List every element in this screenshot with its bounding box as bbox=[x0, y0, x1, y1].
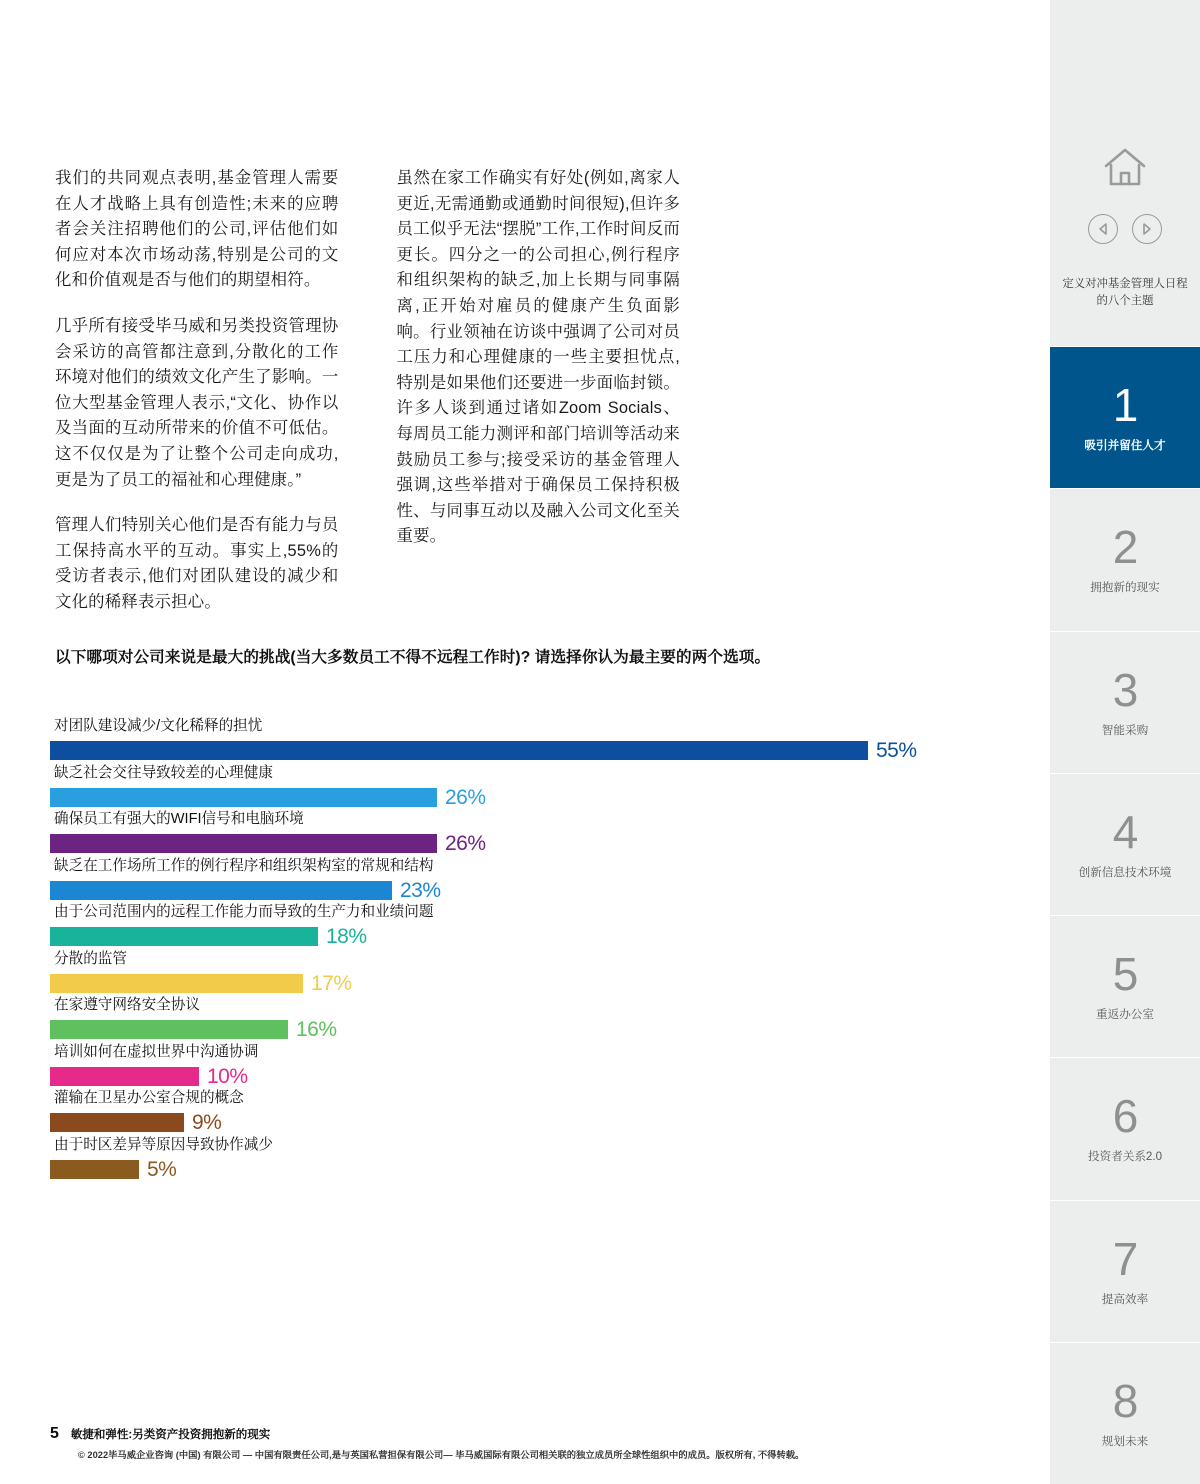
bar-category-label: 确保员工有强大的WIFI信号和电脑环境 bbox=[54, 811, 304, 827]
bar-value: 9% bbox=[192, 1111, 222, 1134]
paragraph: 几乎所有接受毕马威和另类投资管理协会采访的高管都注意到,分散化的工作环境对他们的绩效文化产生了影响。一位大型基金管理人表示,“文化、协作以及当面的互动所带来的价值不可低估。这不仅仅是为了让整个公司走向成功,更是为了员工的福祉和心理健康。” bbox=[55, 316, 339, 489]
page-footer bbox=[50, 1425, 1010, 1462]
sidebar-item-theme-4[interactable] bbox=[1050, 773, 1200, 915]
footer-legal-text: © 2022毕马威企业咨询 (中国) 有限公司 — 中国有限责任公司,是与英国私营担保有限公司— 毕马威国际有限公司相关联的独立成员所全球性组织中的成员。版权所有, 不得转载。 bbox=[78, 1449, 805, 1460]
sidebar-item-number: 3 bbox=[1112, 663, 1138, 716]
chart-bar-row bbox=[50, 718, 950, 761]
home-icon[interactable] bbox=[1102, 146, 1148, 188]
bar-category-label: 缺乏社会交往导致较差的心理健康 bbox=[54, 764, 273, 781]
sidebar-item-label: 规划未来 bbox=[1101, 1434, 1149, 1448]
sidebar-item-theme-6[interactable] bbox=[1050, 1057, 1200, 1199]
bar bbox=[50, 1067, 199, 1086]
bar-chart bbox=[50, 718, 950, 1183]
sidebar-item-number: 1 bbox=[1112, 379, 1138, 432]
bar-category-label: 分散的监管 bbox=[54, 950, 127, 967]
bar-category-label: 由于公司范围内的远程工作能力而导致的生产力和业绩问题 bbox=[54, 904, 434, 920]
bar-category-label: 培训如何在虚拟世界中沟通协调 bbox=[54, 1043, 259, 1060]
sidebar-item-number: 6 bbox=[1112, 1090, 1138, 1143]
sidebar-item-label: 拥抱新的现实 bbox=[1090, 581, 1160, 595]
bar bbox=[50, 741, 868, 760]
sidebar-item-theme-5[interactable] bbox=[1050, 915, 1200, 1057]
article-columns bbox=[55, 166, 680, 616]
sidebar-item-number: 8 bbox=[1112, 1374, 1138, 1427]
bar-value: 16% bbox=[296, 1018, 337, 1041]
sidebar-item-label: 提高效率 bbox=[1101, 1292, 1149, 1306]
chart-bar-row bbox=[50, 1044, 950, 1087]
sidebar-nav bbox=[1050, 148, 1200, 346]
paragraph: 管理人们特别关心他们是否有能力与员工保持高水平的互动。事实上,55%的受访者表示,他们对团队建设的减少和文化的稀释表示担心。 bbox=[55, 516, 339, 611]
article-column-right bbox=[397, 166, 681, 616]
sidebar-item-theme-8[interactable] bbox=[1050, 1342, 1200, 1484]
bar-category-label: 缺乏在工作场所工作的例行程序和组织架构室的常规和结构 bbox=[54, 857, 434, 874]
bar-value: 17% bbox=[311, 971, 352, 995]
sidebar-item-theme-2[interactable] bbox=[1050, 488, 1200, 630]
bar-value: 26% bbox=[445, 785, 486, 809]
sidebar-item-label: 创新信息技术环境 bbox=[1078, 865, 1172, 879]
bar bbox=[50, 1113, 184, 1132]
bar-value: 23% bbox=[400, 878, 441, 902]
bar-category-label: 灌输在卫星办公室合规的概念 bbox=[54, 1090, 244, 1106]
chart-title: 以下哪项对公司来说是最大的挑战(当大多数员工不得不远程工作时)? 请选择你认为最主要的两个选项。 bbox=[55, 649, 771, 666]
sidebar-item-label: 智能采购 bbox=[1101, 723, 1149, 737]
bar-value: 10% bbox=[207, 1064, 248, 1088]
sidebar-item-theme-3[interactable] bbox=[1050, 631, 1200, 773]
bar bbox=[50, 1160, 139, 1179]
sidebar-item-theme-1[interactable] bbox=[1050, 346, 1200, 488]
chart-bar-row bbox=[50, 858, 950, 901]
sidebar-item-label: 吸引并留住人才 bbox=[1084, 439, 1166, 453]
page-number: 5 bbox=[50, 1424, 59, 1442]
sidebar-top-spacer bbox=[1050, 0, 1200, 148]
sidebar-item-number: 4 bbox=[1112, 805, 1138, 858]
bar-category-label: 在家遵守网络安全协议 bbox=[54, 997, 200, 1013]
sidebar-item-label: 投资者关系2.0 bbox=[1087, 1150, 1163, 1164]
sidebar-caption: 定义对冲基金管理人日程的八个主题 bbox=[1062, 278, 1188, 307]
prev-page-button[interactable] bbox=[1088, 214, 1118, 244]
bar bbox=[50, 974, 303, 993]
chart-bar-row bbox=[50, 1137, 950, 1180]
next-page-button[interactable] bbox=[1132, 214, 1162, 244]
bar bbox=[50, 881, 392, 900]
bar-category-label: 对团队建设减少/文化稀释的担忧 bbox=[54, 718, 263, 734]
sidebar-item-number: 5 bbox=[1112, 948, 1138, 1001]
chart-bar-row bbox=[50, 904, 950, 947]
sidebar-item-number: 2 bbox=[1112, 521, 1138, 574]
footer-title: 敏捷和弹性:另类资产投资拥抱新的现实 bbox=[70, 1428, 271, 1441]
sidebar-item-number: 7 bbox=[1112, 1232, 1138, 1285]
bar-value: 26% bbox=[445, 832, 486, 855]
sidebar-item-theme-7[interactable] bbox=[1050, 1200, 1200, 1342]
bar bbox=[50, 927, 318, 946]
chart-bar-row bbox=[50, 811, 950, 854]
sidebar-pager bbox=[1088, 214, 1162, 244]
paragraph: 我们的共同观点表明,基金管理人需要在人才战略上具有创造性;未来的应聘者会关注招聘他们的公司,评估他们如何应对本次市场动荡,特别是公司的文化和价值观是否与他们的期望相符。 bbox=[55, 169, 339, 290]
paragraph: 虽然在家工作确实有好处(例如,离家人更近,无需通勤或通勤时间很短),但许多员工似乎无法“摆脱”工作,工作时间反而更长。四分之一的公司担心,例行程序和组织架构的缺乏,加上长期与同事隔离,正开始对雇员的健康产生负面影响。行业领袖在访谈中强调了公司对员工压力和心理健康的一些主要担忧点,特别是如果他们还要进一步面临封锁。许多人谈到通过诸如Zoom Socials、每周员工能力测评和部门培训等活动来鼓励员工参与;接受采访的基金管理人强调,这些举措对于确保员工保持积极性、与同事互动以及融入公司文化至关重要。 bbox=[396, 169, 680, 546]
bar-value: 5% bbox=[147, 1157, 177, 1181]
chart-bar-row bbox=[50, 997, 950, 1040]
sidebar bbox=[1050, 0, 1200, 1484]
article-column-left bbox=[55, 166, 339, 616]
sidebar-theme-list bbox=[1050, 346, 1200, 1484]
bar bbox=[50, 1020, 288, 1039]
bar-category-label: 由于时区差异等原因导致协作减少 bbox=[54, 1136, 273, 1153]
chart-bar-row bbox=[50, 951, 950, 994]
bar-value: 18% bbox=[326, 925, 367, 948]
bar bbox=[50, 834, 437, 853]
chart-bar-row bbox=[50, 1090, 950, 1133]
bar-value: 55% bbox=[876, 739, 917, 762]
chart-bar-row bbox=[50, 765, 950, 808]
sidebar-item-label: 重返办公室 bbox=[1096, 1008, 1154, 1022]
bar bbox=[50, 788, 437, 807]
